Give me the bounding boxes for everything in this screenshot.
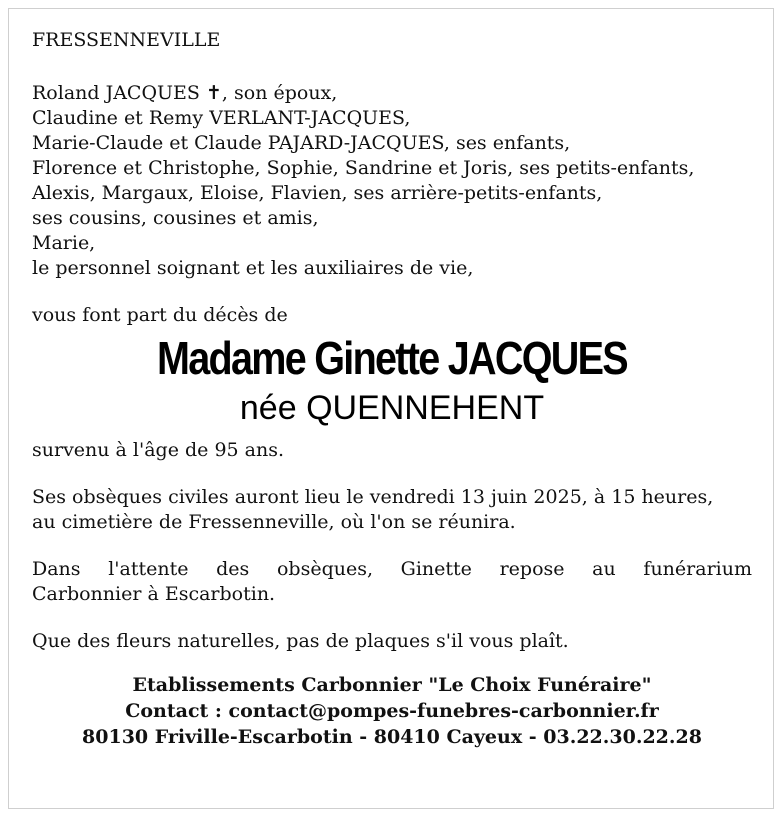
announcement-intro: vous font part du décès de: [32, 304, 288, 326]
rest-line-1: Dans l'attente des obsèques, Ginette repose au funérarium: [32, 558, 752, 580]
funeral-line-2: au cimetière de Fressenneville, où l'on se réunira.: [32, 511, 516, 533]
spacer: [32, 281, 752, 303]
family-line-grandchildren: Florence et Christophe, Sophie, Sandrine et Joris, ses petits-enfants,: [32, 157, 695, 179]
funeral-home-address: 80130 Friville-Escarbotin - 80410 Cayeux - 03.22.30.22.28: [82, 726, 702, 748]
family-line-great-grandchildren: Alexis, Margaux, Eloise, Flavien, ses arrière-petits-enfants,: [32, 182, 603, 204]
family-line-cousins: ses cousins, cousines et amis,: [32, 207, 319, 229]
funeral-details: [32, 485, 752, 535]
funeral-home-footer: [32, 672, 752, 750]
rest-line-2: Carbonnier à Escarbotin.: [32, 583, 276, 605]
funeral-line-1: Ses obsèques civiles auront lieu le vendredi 13 juin 2025, à 15 heures,: [32, 486, 714, 508]
maiden-name: née QUENNEHENT: [239, 389, 545, 427]
family-line-spouse: [32, 81, 752, 106]
spouse-name: Roland JACQUES: [32, 82, 200, 104]
spacer: [32, 535, 752, 557]
family-line-caregivers: le personnel soignant et les auxiliaires de vie,: [32, 257, 474, 279]
family-line-marie: Marie,: [32, 232, 96, 254]
deceased-name: Madame Ginette JACQUES: [157, 332, 627, 384]
family-line-children-1: Claudine et Remy VERLANT-JACQUES,: [32, 107, 411, 129]
family-list: [32, 81, 752, 281]
town-heading: FRESSENNEVILLE: [32, 29, 221, 51]
obituary-notice: [32, 28, 752, 750]
family-line-children-2: Marie-Claude et Claude PAJARD-JACQUES, ses enfants,: [32, 132, 571, 154]
age-statement: survenu à l'âge de 95 ans.: [32, 439, 285, 461]
spacer: [32, 607, 752, 629]
funeral-home-name: Etablissements Carbonnier "Le Choix Funéraire": [132, 674, 652, 696]
rest-details: [32, 557, 752, 607]
flowers-note: Que des fleurs naturelles, pas de plaques s'il vous plaît.: [32, 630, 569, 652]
spacer: [32, 463, 752, 485]
funeral-home-contact: Contact : contact@pompes-funebres-carbonnier.fr: [125, 700, 659, 722]
cross-icon: ✝: [206, 82, 222, 104]
spacer: [32, 53, 752, 81]
spouse-relation: , son époux,: [221, 82, 338, 104]
